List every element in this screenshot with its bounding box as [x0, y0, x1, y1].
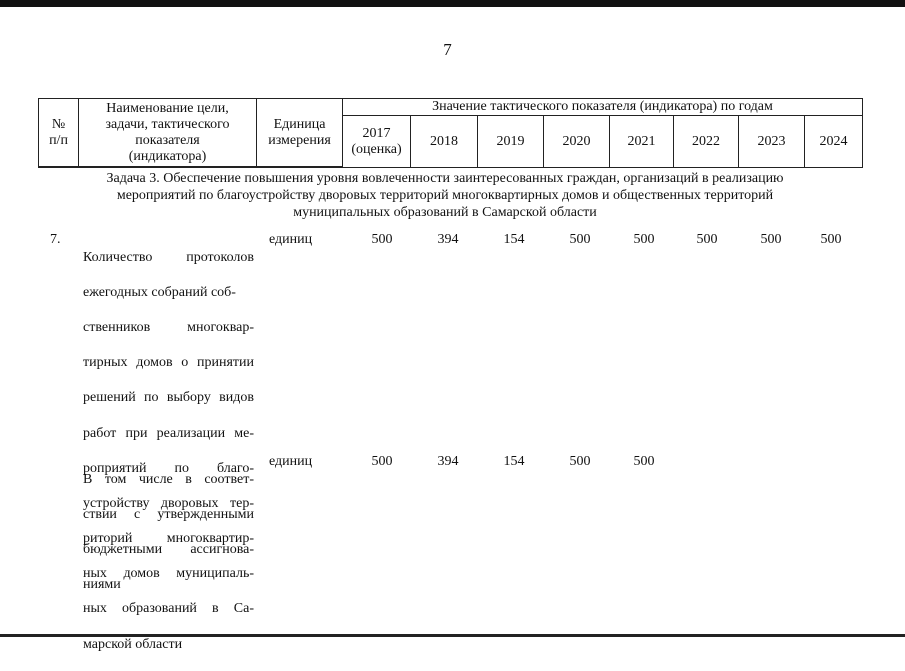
row-description-line: марской области: [83, 636, 183, 652]
header-name-label: Наименование цели, задачи, тактического показателя (индикатора): [105, 100, 230, 164]
row-description-line: ежегодных собраний соб-: [83, 284, 236, 300]
year-label: 2017 (оценка): [351, 125, 402, 157]
row-value-2020: 500: [569, 454, 591, 469]
row-value-2017: 500: [371, 454, 393, 469]
row-unit: единиц: [269, 232, 313, 247]
row-description-line: ных образований в Са-: [83, 601, 254, 617]
row-value-2019: 154: [503, 454, 525, 469]
top-border: [0, 0, 905, 7]
row-description-line: тирных домов о принятии: [83, 355, 254, 371]
row-value-2017: 500: [371, 232, 393, 247]
row-value-2023: 500: [760, 232, 782, 247]
row-value-2022: 500: [696, 232, 718, 247]
header-values-group-label: Значение тактического показателя (индикатора) по годам: [432, 99, 773, 114]
row-description-line: роприятий по благо-: [83, 460, 254, 476]
header-year-2022: [674, 116, 739, 167]
bottom-rule: [0, 634, 905, 637]
header-year-2021: [610, 116, 674, 167]
header-unit-label: Единица измерения: [268, 116, 331, 148]
header-year-2018: [411, 116, 478, 167]
year-label: 2022: [692, 133, 720, 149]
header-year-2020: [544, 116, 610, 167]
header-name: [79, 99, 257, 167]
row-value-2019: 154: [503, 232, 525, 247]
header-year-2019: [478, 116, 544, 167]
table-header: [38, 98, 863, 168]
header-values-group: [343, 99, 862, 116]
row-value-2018: 394: [437, 232, 459, 247]
row-description-line: ных домов муниципаль-: [83, 566, 254, 582]
row-description-line: Количество протоколов: [83, 249, 254, 265]
row-description-line: бюджетными ассигнова-: [83, 541, 254, 557]
row-description-line: В том числе в соответ-: [83, 471, 254, 487]
header-year-2017: [343, 116, 411, 167]
row-value-2021: 500: [633, 454, 655, 469]
row-value-2018: 394: [437, 454, 459, 469]
row-description-line: устройству дворовых тер-: [83, 495, 254, 511]
year-label: 2019: [496, 133, 525, 149]
row-value-2021: 500: [633, 232, 655, 247]
page-number: 7: [443, 40, 452, 59]
year-label: 2023: [757, 133, 786, 149]
year-label: 2021: [627, 133, 656, 149]
row-description-line: риторий многоквартир-: [83, 531, 254, 547]
row-number: 7.: [50, 232, 61, 247]
year-label: 2024: [819, 133, 848, 149]
year-label: 2020: [562, 133, 591, 149]
header-num-label: № п/п: [49, 116, 68, 148]
row-description-line: работ при реализации ме-: [83, 425, 254, 441]
row-description-line: ниями: [83, 577, 121, 593]
row-value-2024: 500: [820, 232, 842, 247]
year-label: 2018: [430, 133, 458, 149]
header-num: [39, 99, 79, 167]
row-unit: единиц: [269, 454, 313, 469]
header-year-2024: [805, 116, 862, 167]
row-description-line: решений по выбору видов: [83, 390, 254, 406]
header-year-2023: [739, 116, 805, 167]
header-unit: [257, 99, 343, 167]
row-description-line: ственников многоквар-: [83, 319, 254, 335]
row-description: [83, 453, 254, 611]
row-description-line: ствии с утвержденными: [83, 506, 254, 522]
task-title: Задача 3. Обеспечение повышения уровня вовлеченности заинтересованных граждан, организаций в реализацию мероприятий по благоустройству дворовых территорий многоквартирных домов и общественных территорий муниципальных образований в Самарской области: [106, 171, 784, 220]
row-value-2020: 500: [569, 232, 591, 247]
